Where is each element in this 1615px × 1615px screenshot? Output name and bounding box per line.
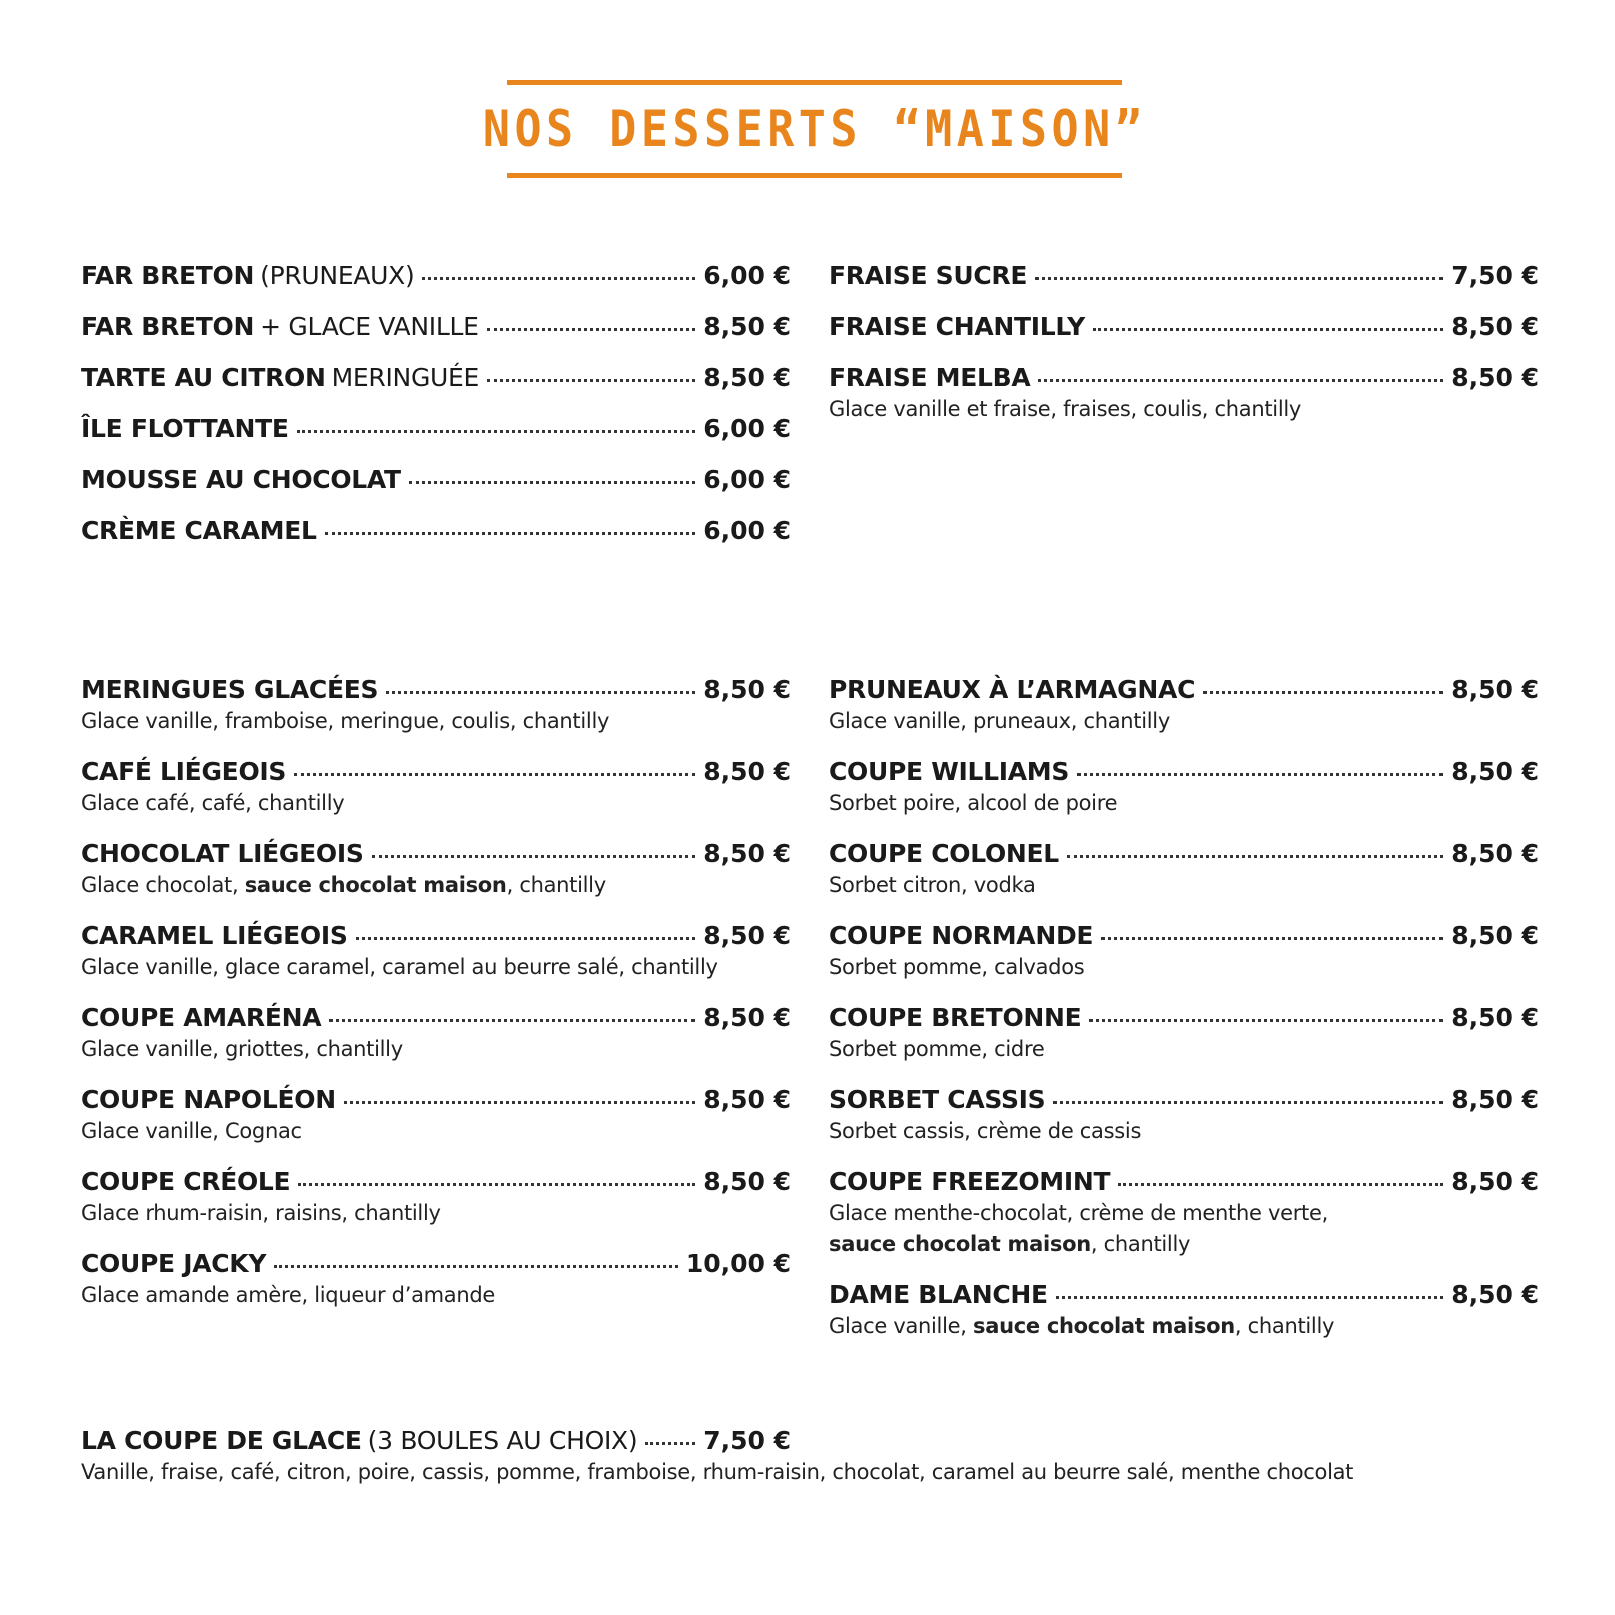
item-description bbox=[829, 1311, 1539, 1342]
dot-leader bbox=[344, 1101, 695, 1104]
item-name: FRAISE SUCRE bbox=[829, 261, 1028, 290]
menu-item bbox=[829, 362, 1539, 425]
item-price: 6,00 € bbox=[703, 261, 791, 290]
item-price: 8,50 € bbox=[703, 757, 791, 786]
item-name: ÎLE FLOTTANTE bbox=[81, 414, 289, 443]
item-price: 8,50 € bbox=[703, 675, 791, 704]
item-price: 8,50 € bbox=[703, 839, 791, 868]
menu-item bbox=[81, 260, 791, 292]
item-name: COUPE BRETONNE bbox=[829, 1003, 1082, 1032]
item-suffix: (PRUNEAUX) bbox=[260, 261, 415, 290]
item-price: 8,50 € bbox=[703, 363, 791, 392]
item-name: MERINGUES GLACÉES bbox=[81, 675, 379, 704]
dot-leader bbox=[487, 328, 696, 331]
menu-item bbox=[829, 1002, 1539, 1065]
item-name: CRÈME CARAMEL bbox=[81, 516, 317, 545]
dot-leader bbox=[1077, 773, 1443, 776]
menu-item bbox=[81, 1425, 1354, 1488]
menu-item bbox=[81, 838, 791, 901]
item-suffix: MERINGUÉE bbox=[331, 363, 480, 392]
menu-item bbox=[829, 920, 1539, 983]
dot-leader bbox=[1118, 1183, 1443, 1186]
item-description: Sorbet pomme, calvados bbox=[829, 955, 1085, 979]
desc-text: , chantilly bbox=[506, 873, 606, 897]
item-price: 8,50 € bbox=[1451, 312, 1539, 341]
dot-leader bbox=[298, 1183, 695, 1186]
dot-leader bbox=[274, 1265, 678, 1268]
item-price: 8,50 € bbox=[1451, 675, 1539, 704]
item-suffix: (3 BOULES AU CHOIX) bbox=[367, 1426, 638, 1455]
menu-item bbox=[829, 756, 1539, 819]
item-name: COUPE WILLIAMS bbox=[829, 757, 1070, 786]
item-name: COUPE NAPOLÉON bbox=[81, 1085, 336, 1114]
menu-item bbox=[81, 464, 791, 496]
menu-item bbox=[829, 1084, 1539, 1147]
dot-leader bbox=[1053, 1101, 1443, 1104]
item-price: 10,00 € bbox=[685, 1249, 791, 1278]
item-name: COUPE NORMANDE bbox=[829, 921, 1094, 950]
dot-leader bbox=[422, 277, 695, 280]
item-description: Glace vanille, framboise, meringue, coulis, chantilly bbox=[81, 709, 610, 733]
item-description: Glace vanille, pruneaux, chantilly bbox=[829, 709, 1170, 733]
item-description: Sorbet cassis, crème de cassis bbox=[829, 1119, 1142, 1143]
item-price: 7,50 € bbox=[703, 1426, 791, 1455]
menu-item bbox=[81, 311, 791, 343]
item-description: Glace rhum-raisin, raisins, chantilly bbox=[81, 1201, 441, 1225]
menu-item bbox=[829, 260, 1539, 292]
desc-text: , chantilly bbox=[1234, 1314, 1335, 1338]
menu-item bbox=[829, 311, 1539, 343]
item-suffix: + GLACE VANILLE bbox=[260, 312, 479, 341]
page-title: NOS DESSERTS “MAISON” bbox=[482, 100, 1147, 158]
item-description: Sorbet poire, alcool de poire bbox=[829, 791, 1118, 815]
menu-item bbox=[81, 1166, 791, 1229]
dot-leader bbox=[294, 773, 695, 776]
item-description: Glace vanille et fraise, fraises, coulis, chantilly bbox=[829, 397, 1302, 421]
item-name: CARAMEL LIÉGEOIS bbox=[81, 921, 348, 950]
item-name: FAR BRETON bbox=[81, 312, 255, 341]
item-description: Glace menthe-chocolat, crème de menthe verte, bbox=[829, 1201, 1328, 1225]
dot-leader bbox=[1067, 855, 1443, 858]
item-price: 8,50 € bbox=[703, 921, 791, 950]
dot-leader bbox=[1093, 328, 1443, 331]
menu-item bbox=[829, 838, 1539, 901]
menu-item bbox=[81, 362, 791, 394]
item-description: Glace vanille, griottes, chantilly bbox=[81, 1037, 403, 1061]
menu-item bbox=[81, 756, 791, 819]
item-name: FRAISE CHANTILLY bbox=[829, 312, 1085, 341]
menu-item bbox=[81, 413, 791, 445]
menu-item bbox=[81, 1248, 791, 1311]
desc-bold-text: sauce chocolat maison bbox=[244, 873, 507, 897]
item-price: 8,50 € bbox=[1451, 921, 1539, 950]
dot-leader bbox=[1089, 1019, 1443, 1022]
item-description: Sorbet pomme, cidre bbox=[829, 1037, 1045, 1061]
item-description bbox=[81, 870, 791, 901]
menu-item bbox=[81, 1084, 791, 1147]
item-name: CHOCOLAT LIÉGEOIS bbox=[81, 839, 364, 868]
item-description: Glace vanille, glace caramel, caramel au beurre salé, chantilly bbox=[81, 955, 718, 979]
dot-leader bbox=[356, 937, 696, 940]
item-name: LA COUPE DE GLACE bbox=[81, 1426, 362, 1455]
item-description: Glace café, café, chantilly bbox=[81, 791, 345, 815]
dot-leader bbox=[1035, 277, 1443, 280]
item-name: COUPE JACKY bbox=[81, 1249, 267, 1278]
desc-text: Glace chocolat, bbox=[81, 873, 245, 897]
item-description: Glace amande amère, liqueur d’amande bbox=[81, 1283, 496, 1307]
desc-text: , chantilly bbox=[1090, 1232, 1191, 1256]
desc-text: Glace vanille, bbox=[829, 1314, 973, 1338]
dot-leader bbox=[1056, 1296, 1443, 1299]
item-price: 8,50 € bbox=[1451, 1280, 1539, 1309]
item-price: 8,50 € bbox=[1451, 757, 1539, 786]
item-price: 8,50 € bbox=[703, 1085, 791, 1114]
item-name: TARTE AU CITRON bbox=[81, 363, 326, 392]
menu-item bbox=[829, 674, 1539, 737]
item-name: COUPE CRÉOLE bbox=[81, 1167, 291, 1196]
item-name: FAR BRETON bbox=[81, 261, 255, 290]
item-name: PRUNEAUX À L’ARMAGNAC bbox=[829, 675, 1196, 704]
menu-item bbox=[81, 674, 791, 737]
item-name: SORBET CASSIS bbox=[829, 1085, 1046, 1114]
menu-item bbox=[829, 1166, 1539, 1260]
dot-leader bbox=[297, 430, 696, 433]
dot-leader bbox=[325, 532, 696, 535]
item-description: Glace vanille, Cognac bbox=[81, 1119, 302, 1143]
dot-leader bbox=[409, 481, 695, 484]
dot-leader bbox=[386, 691, 695, 694]
item-name: FRAISE MELBA bbox=[829, 363, 1031, 392]
item-name: MOUSSE AU CHOCOLAT bbox=[81, 465, 401, 494]
item-price: 8,50 € bbox=[1451, 1085, 1539, 1114]
item-name: COUPE AMARÉNA bbox=[81, 1003, 322, 1032]
item-name: DAME BLANCHE bbox=[829, 1280, 1048, 1309]
item-name: COUPE FREEZOMINT bbox=[829, 1167, 1111, 1196]
item-price: 6,00 € bbox=[703, 465, 791, 494]
item-price: 8,50 € bbox=[703, 312, 791, 341]
dot-leader bbox=[1038, 379, 1443, 382]
item-name: COUPE COLONEL bbox=[829, 839, 1059, 868]
dot-leader bbox=[1101, 937, 1443, 940]
menu-item bbox=[81, 1002, 791, 1065]
dot-leader bbox=[329, 1019, 695, 1022]
dot-leader bbox=[487, 379, 695, 382]
dot-leader bbox=[372, 855, 696, 858]
item-price: 8,50 € bbox=[1451, 1167, 1539, 1196]
dot-leader bbox=[645, 1442, 695, 1445]
item-price: 6,00 € bbox=[703, 414, 791, 443]
item-price: 8,50 € bbox=[703, 1167, 791, 1196]
item-description-line2 bbox=[829, 1229, 1539, 1260]
menu-item bbox=[81, 920, 791, 983]
item-price: 8,50 € bbox=[1451, 839, 1539, 868]
item-price: 6,00 € bbox=[703, 516, 791, 545]
item-price: 7,50 € bbox=[1451, 261, 1539, 290]
item-price: 8,50 € bbox=[1451, 363, 1539, 392]
dot-leader bbox=[1203, 691, 1443, 694]
title-banner bbox=[482, 80, 1147, 178]
item-name: CAFÉ LIÉGEOIS bbox=[81, 757, 287, 786]
menu-item bbox=[829, 1279, 1539, 1342]
item-description: Vanille, fraise, café, citron, poire, cassis, pomme, framboise, rhum-raisin, chocolat, caramel au beurre salé, menthe chocolat bbox=[81, 1460, 1354, 1484]
item-description: Sorbet citron, vodka bbox=[829, 873, 1036, 897]
menu-item bbox=[81, 515, 791, 547]
desc-bold-text: sauce chocolat maison bbox=[829, 1232, 1091, 1256]
item-price: 8,50 € bbox=[1451, 1003, 1539, 1032]
desc-bold-text: sauce chocolat maison bbox=[973, 1314, 1235, 1338]
item-price: 8,50 € bbox=[703, 1003, 791, 1032]
